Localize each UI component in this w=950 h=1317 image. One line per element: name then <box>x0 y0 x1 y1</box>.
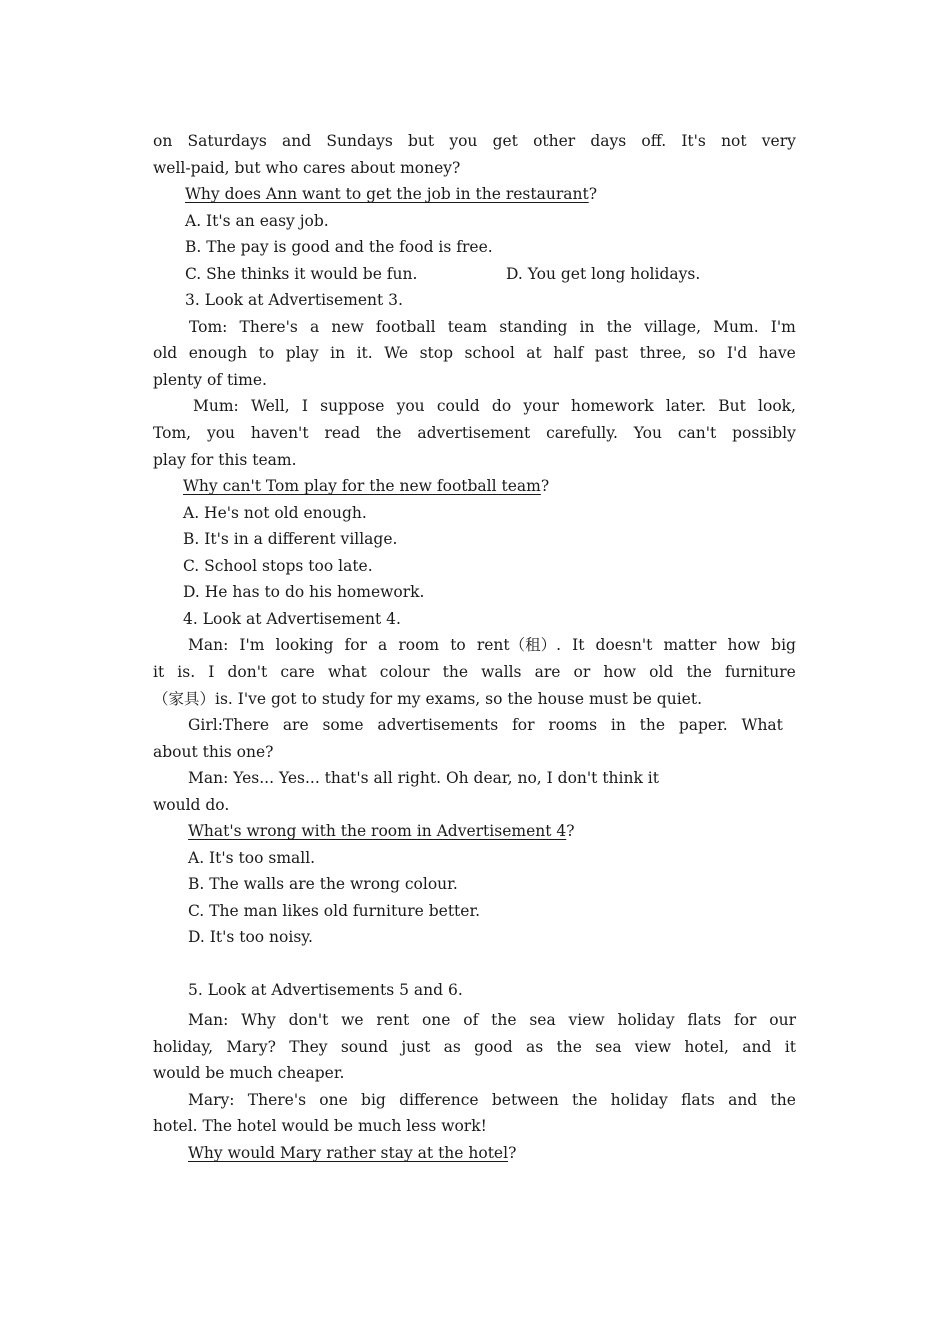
word: big <box>361 1091 386 1109</box>
word: some <box>322 716 364 734</box>
paragraph-line: hotel. The hotel would be much less work! <box>153 1117 487 1135</box>
word: holiday <box>610 1091 668 1109</box>
word: Man: <box>188 1011 229 1029</box>
word: but <box>408 132 435 150</box>
section-heading: 4. Look at Advertisement 4. <box>183 610 401 628</box>
word: There's <box>247 1091 307 1109</box>
word: play <box>285 344 319 362</box>
paragraph-line <box>188 1010 796 1030</box>
paragraph-line: well-paid, but who cares about money? <box>153 159 461 177</box>
word: Mum: <box>193 397 239 415</box>
word: haven't <box>250 424 309 442</box>
word: for <box>733 1011 757 1029</box>
word: You <box>633 424 662 442</box>
question-text: What's wrong with the room in Advertisement 4 <box>188 822 567 840</box>
word: difference <box>399 1091 479 1109</box>
word: the <box>770 1091 796 1109</box>
word: how <box>603 663 636 681</box>
word: view <box>568 1011 605 1029</box>
word: in <box>610 716 626 734</box>
word: good <box>474 1038 513 1056</box>
word: it <box>784 1038 796 1056</box>
word: old <box>153 344 178 362</box>
word: so <box>698 344 716 362</box>
word: carefully. <box>546 424 618 442</box>
word: one <box>421 1011 451 1029</box>
word: half <box>553 344 584 362</box>
word: flats <box>681 1091 715 1109</box>
word: I <box>301 397 308 415</box>
word: the <box>556 1038 582 1056</box>
question-text: Why can't Tom play for the new football team <box>183 477 541 495</box>
word: view <box>634 1038 672 1056</box>
word: and <box>728 1091 758 1109</box>
paragraph-line <box>193 396 796 416</box>
word: our <box>769 1011 796 1029</box>
word: of <box>463 1011 479 1029</box>
word: Girl:There <box>188 716 270 734</box>
word: as <box>443 1038 461 1056</box>
option-a: A. It's an easy job. <box>185 212 329 230</box>
word: holiday, <box>153 1038 214 1056</box>
word: past <box>594 344 629 362</box>
word: rent <box>376 1011 410 1029</box>
word: don't <box>227 663 268 681</box>
word: read <box>324 424 361 442</box>
word: what <box>327 663 367 681</box>
word: new <box>331 318 364 336</box>
word: They <box>289 1038 328 1056</box>
paragraph-line <box>153 131 796 151</box>
paragraph-line <box>188 1090 796 1110</box>
word: old <box>649 663 674 681</box>
word: colour <box>379 663 430 681</box>
word: advertisements <box>377 716 499 734</box>
word: could <box>436 397 480 415</box>
paragraph-line <box>153 343 796 363</box>
word: sound <box>340 1038 389 1056</box>
word: look, <box>758 397 796 415</box>
word: one <box>319 1091 348 1109</box>
word: It's <box>681 132 706 150</box>
word: There's <box>239 318 298 336</box>
word: team <box>447 318 488 336</box>
question-text: Why would Mary rather stay at the hotel <box>188 1144 509 1162</box>
word: the <box>491 1011 517 1029</box>
word: I'm <box>239 636 265 654</box>
paragraph-line: would do. <box>153 796 230 814</box>
word: I'd <box>726 344 748 362</box>
question-mark: ? <box>566 822 575 840</box>
question-3 <box>183 476 549 496</box>
word: the <box>606 318 632 336</box>
word: do <box>491 397 512 415</box>
word: later. <box>665 397 707 415</box>
paragraph-line <box>153 423 796 443</box>
word: and <box>742 1038 772 1056</box>
word: holiday <box>617 1011 675 1029</box>
word: to <box>450 636 466 654</box>
word: for <box>344 636 367 654</box>
word: Tom, <box>153 424 192 442</box>
word: or <box>573 663 591 681</box>
section-heading: 5. Look at Advertisements 5 and 6. <box>188 981 463 999</box>
word: your <box>523 397 559 415</box>
word: enough <box>188 344 248 362</box>
paragraph-line <box>153 662 796 682</box>
option-d: D. He has to do his homework. <box>183 583 425 601</box>
word: big <box>771 636 796 654</box>
paragraph-line <box>188 635 796 655</box>
section-heading: 3. Look at Advertisement 3. <box>185 291 403 309</box>
paragraph-line: would be much cheaper. <box>153 1064 345 1082</box>
question-5 <box>188 1143 516 1163</box>
word: advertisement <box>417 424 531 442</box>
word: doesn't <box>595 636 653 654</box>
option-b: B. The pay is good and the food is free. <box>185 238 493 256</box>
question-mark: ? <box>540 477 550 495</box>
word: flats <box>687 1011 722 1029</box>
word: Sundays <box>326 132 393 150</box>
word: and <box>282 132 312 150</box>
word: are <box>282 716 309 734</box>
word: have <box>758 344 796 362</box>
option-c: C. The man likes old furniture better. <box>188 902 481 920</box>
word: in <box>579 318 595 336</box>
word: standing <box>499 318 568 336</box>
word: for <box>512 716 535 734</box>
word: But <box>718 397 746 415</box>
option-c: C. School stops too late. <box>183 557 373 575</box>
word: walls <box>481 663 522 681</box>
word: I'm <box>770 318 796 336</box>
word: it. <box>356 344 373 362</box>
word: three, <box>639 344 687 362</box>
word: What <box>741 716 783 734</box>
word: as <box>525 1038 544 1056</box>
word: are <box>534 663 561 681</box>
option-c: C. She thinks it would be fun. <box>185 265 418 283</box>
paragraph-line: Man: Yes... Yes... that's all right. Oh dear, no, I don't think it <box>188 769 659 787</box>
paragraph-line <box>188 715 783 735</box>
word: get <box>492 132 518 150</box>
word: it <box>153 663 165 681</box>
paragraph-line <box>189 317 796 337</box>
word: care <box>280 663 315 681</box>
question-mark: ? <box>508 1144 517 1162</box>
word: It <box>572 636 585 654</box>
paragraph-line: about this one? <box>153 743 274 761</box>
option-d: D. You get long holidays. <box>506 265 701 283</box>
word: football <box>375 318 436 336</box>
word: school <box>464 344 515 362</box>
word: is. <box>177 663 196 681</box>
question-4 <box>188 821 575 841</box>
word: to <box>258 344 275 362</box>
word: I <box>208 663 215 681</box>
option-b: B. The walls are the wrong colour. <box>188 875 458 893</box>
word: sea <box>595 1038 622 1056</box>
word: the <box>376 424 402 442</box>
word: matter <box>663 636 717 654</box>
word: on <box>153 132 173 150</box>
word: room <box>398 636 440 654</box>
question-text: Why does Ann want to get the job in the restaurant <box>185 185 589 203</box>
word: a <box>309 318 320 336</box>
word: stop <box>419 344 454 362</box>
word: Saturdays <box>187 132 267 150</box>
word: off. <box>641 132 667 150</box>
word: rooms <box>548 716 598 734</box>
word: Well, <box>250 397 290 415</box>
word: furniture <box>724 663 796 681</box>
paragraph-line: play for this team. <box>153 451 297 469</box>
word: just <box>401 1038 431 1056</box>
word: you <box>206 424 236 442</box>
paragraph-line: plenty of time. <box>153 371 267 389</box>
paragraph-line <box>153 1037 796 1057</box>
option-a: A. He's not old enough. <box>183 504 367 522</box>
word: looking <box>275 636 334 654</box>
word: we <box>341 1011 364 1029</box>
word: a <box>378 636 388 654</box>
word: in <box>330 344 346 362</box>
word: paper. <box>678 716 728 734</box>
word: the <box>639 716 666 734</box>
question-2 <box>185 184 597 204</box>
word: sea <box>529 1011 556 1029</box>
paragraph-line: （家具）is. I've got to study for my exams, so the house must be quiet. <box>153 690 703 708</box>
word: not <box>721 132 747 150</box>
word: can't <box>677 424 717 442</box>
word: the <box>442 663 468 681</box>
word: possibly <box>732 424 796 442</box>
word: rent（租）. <box>476 636 562 654</box>
option-d: D. It's too noisy. <box>188 928 313 946</box>
word: suppose <box>320 397 385 415</box>
word: We <box>384 344 409 362</box>
word: Mum. <box>713 318 759 336</box>
word: at <box>526 344 542 362</box>
word: hotel, <box>684 1038 729 1056</box>
word: you <box>449 132 478 150</box>
word: don't <box>288 1011 329 1029</box>
word: the <box>572 1091 598 1109</box>
word: village, <box>644 318 702 336</box>
word: days <box>590 132 627 150</box>
word: Why <box>241 1011 276 1029</box>
word: Man: <box>188 636 229 654</box>
word: you <box>396 397 425 415</box>
word: Mary? <box>226 1038 276 1056</box>
word: how <box>727 636 761 654</box>
word: homework <box>571 397 654 415</box>
word: between <box>491 1091 559 1109</box>
word: other <box>533 132 576 150</box>
word: Mary: <box>188 1091 235 1109</box>
question-mark: ? <box>588 185 598 203</box>
word: the <box>686 663 712 681</box>
word: very <box>761 132 796 150</box>
word: Tom: <box>189 318 228 336</box>
option-b: B. It's in a different village. <box>183 530 398 548</box>
option-a: A. It's too small. <box>188 849 316 867</box>
